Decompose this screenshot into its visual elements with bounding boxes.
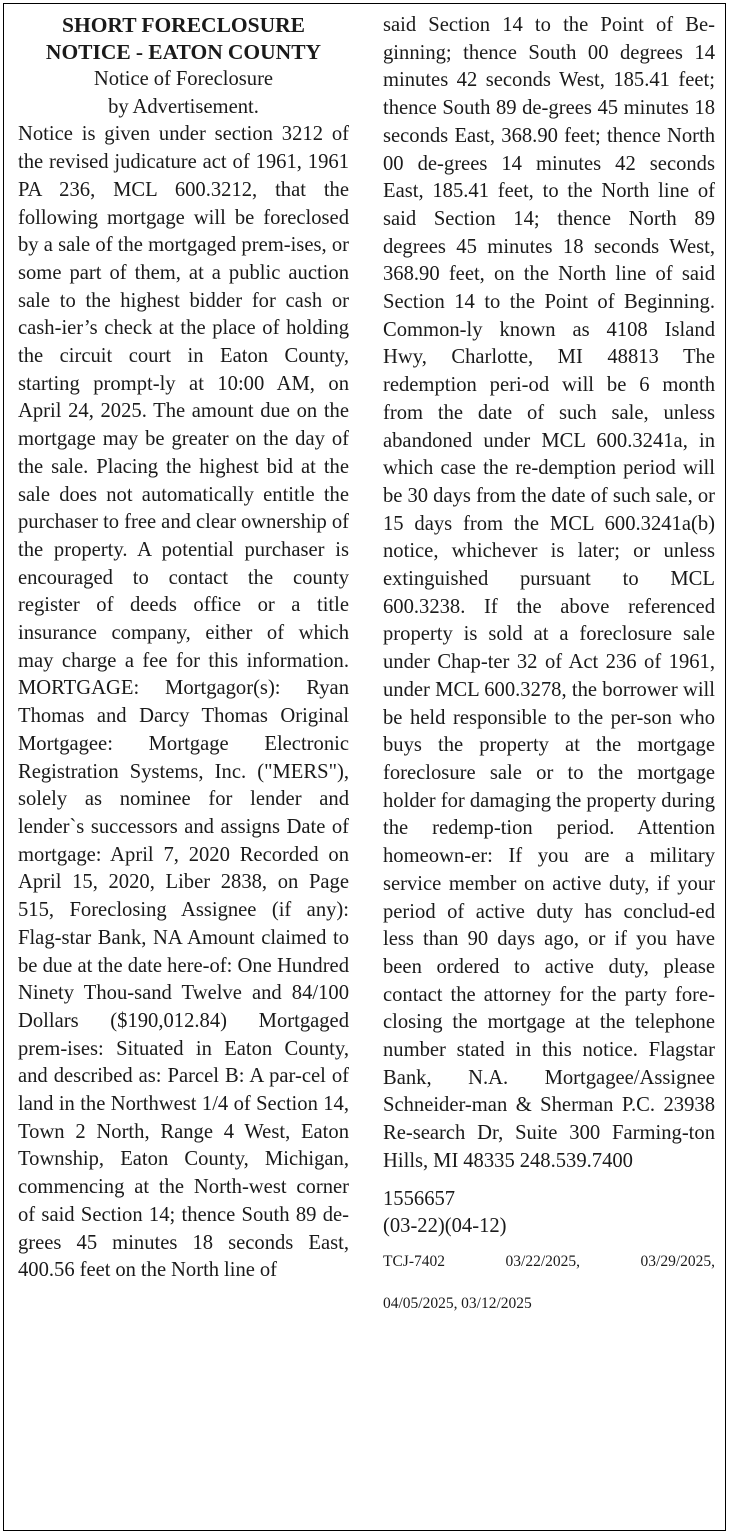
left-body-text: Notice is given under section 3212 of the revised judicature act of 1961, 1961 PA 236, MCL 600.3212, that the following mortgage will be foreclosed by a sale of the mortgaged prem-ises, or some part of them, at a public auction sale to the highest bidder for cash or cash-ier’s check at the place of holding the circuit court in Eaton County, starting prompt-ly at 10:00 AM, on April 24, 2025. The amount due on the mortgage may be greater on the day of the sale. Placing the highest bid at the sale does not automatically entitle the purchaser to free and clear ownership of the property. A potential purchaser is encouraged to contact the county register of deeds office or a title insurance company, either of which may charge a fee for this information. MORTGAGE: Mortgagor(s): Ryan Thomas and Darcy Thomas Original Mortgagee: Mortgage Electronic Registration Systems, Inc. ("MERS"), solely as nominee for lender and lender`s successors and assigns Date of mortgage: April 7, 2020 Recorded on April 15, 2020, Liber 2838, on Page 515, Foreclosing Assignee (if any): Flag-star Bank, NA Amount claimed to be due at the date here-of: One Hundred Ninety Thou-sand Twelve and 84/100 Dollars ($190,012.84) Mortgaged prem-ises: Situated in Eaton County, and described as: Parcel B: A par-cel of land in the Northwest 1/4 of Section 14, Town 2 North, Range 4 West, Eaton Township, Eaton County, Michigan, commencing at the North-west corner of said Section 14; thence South 89 de-grees 45 minutes 18 seconds East, 400.56 feet on the North line of [18,123,349,1282]
right-body-text: said Section 14 to the Point of Be-ginning; thence South 00 degrees 14 minutes 42 seconds West, 185.41 feet; thence South 89 de-grees 45 minutes 18 seconds East, 368.90 feet; thence North 00 de-grees 14 minutes 42 seconds East, 185.41 feet, to the North line of said Section 14; thence North 89 degrees 45 minutes 18 seconds West, 368.90 feet, on the North line of said Section 14 to the Point of Beginning. Common-ly known as 4108 Island Hwy, Charlotte, MI 48813 The redemption peri-od will be 6 month from the date of such sale, unless abandoned under MCL 600.3241a, in which case the re-demption period will be 30 days from the date of such sale, or 15 days from the MCL 600.3241a(b) notice, whichever is later; or unless extinguished pursuant to MCL 600.3238. If the above referenced property is sold at a foreclosure sale under Chap-ter 32 of Act 236 of 1961, under MCL 600.3278, the borrower will be held responsible to the per-son who buys the property at the mortgage foreclosure sale or to the mortgage holder for damaging the property during the redemp-tion period. Attention homeown-er: If you are a military service member on active duty, if your period of active duty has conclud-ed less than 90 days ago, or if you have been ordered to active duty, please contact the attorney for the party fore-closing the mortgage at the telephone number stated in this notice. Flagstar Bank, N.A. Mortgagee/Assignee Schneider-man & Sherman P.C. 23938 Re-search Dr, Suite 300 Farming-ton Hills, MI 48335 248.539.7400 [383,14,715,1172]
right-column [383,12,715,1333]
publication-dates-line1: 03/22/2025, 03/29/2025, [505,1252,715,1270]
publication-line [383,1249,715,1276]
notice-title [18,12,349,66]
left-column [18,12,349,1285]
ad-number: 1556657 [383,1187,456,1210]
publication-dates-line2: 04/05/2025, 03/12/2025 [383,1294,532,1312]
notice-subtitle-line2: by Advertisement. [108,95,259,118]
notice-subtitle [18,66,349,121]
notice-subtitle-line1: Notice of Foreclosure [93,68,274,90]
notice-title-line1: SHORT FORECLOSURE [62,13,305,37]
run-dates: (03-22)(04-12) [383,1215,507,1238]
notice-title-line2: NOTICE - EATON COUNTY [45,40,322,64]
publication-code: TCJ-7402 [383,1252,445,1270]
